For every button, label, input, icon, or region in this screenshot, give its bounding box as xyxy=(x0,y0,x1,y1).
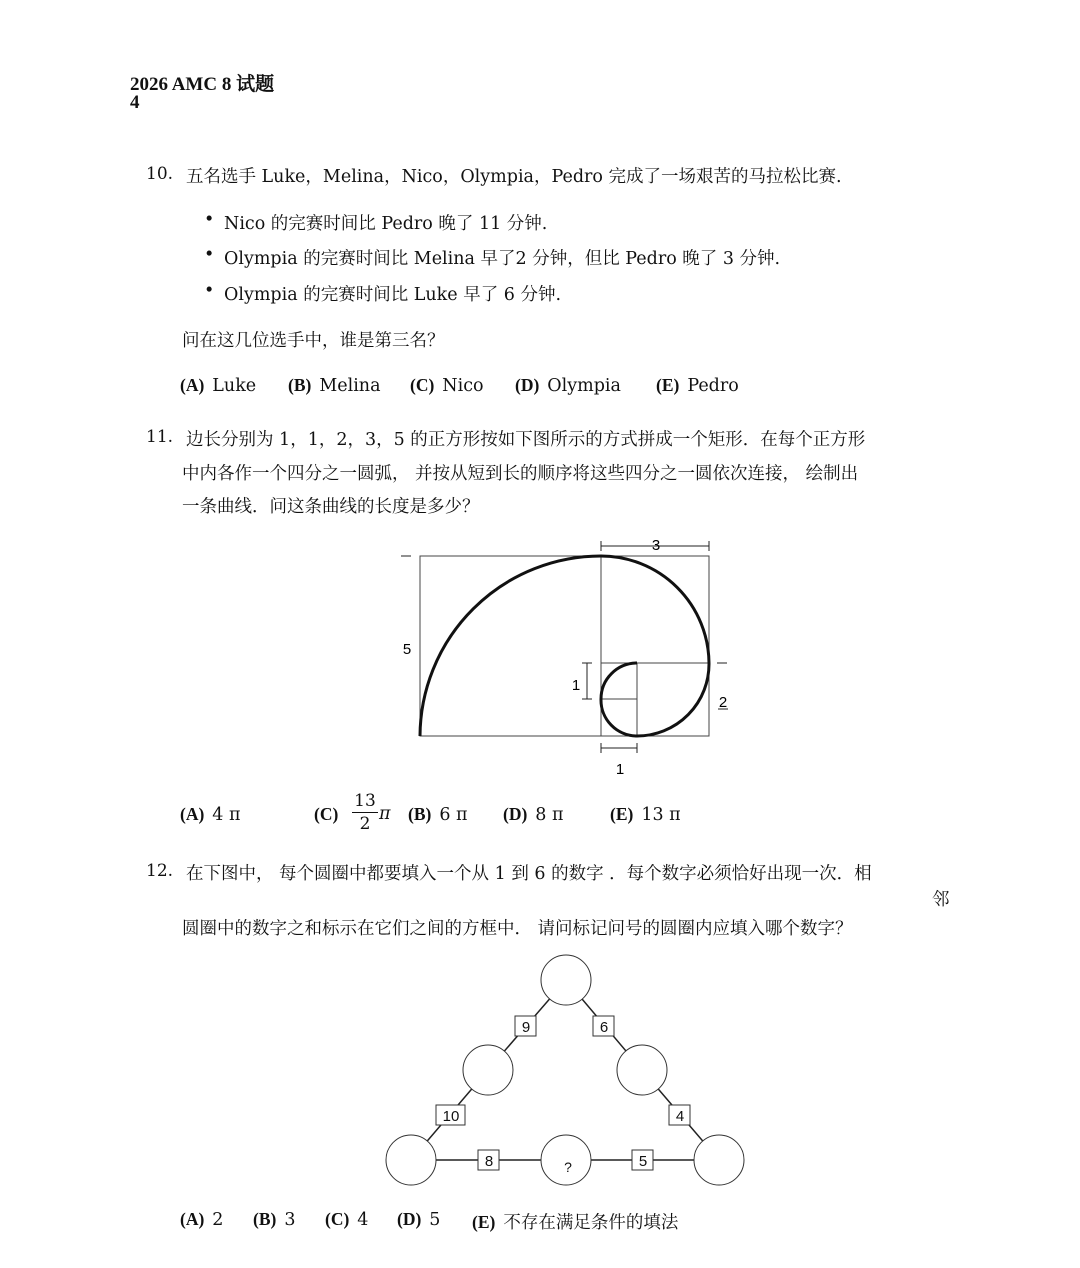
q12-option-d[interactable] xyxy=(397,1209,440,1230)
option-text: 6 π xyxy=(439,805,468,825)
box-bottom-right: 5 xyxy=(638,1153,648,1170)
label-right: 2 xyxy=(718,694,728,711)
option-letter: (A) xyxy=(180,804,205,824)
q10-stem: 五名选手 Luke，Melina，Nico，Olympia，Pedro 完成了一场艰苦的马拉松比赛. xyxy=(186,167,842,187)
option-letter: (C) xyxy=(325,1209,350,1229)
option-text: Pedro xyxy=(687,376,739,396)
q12-line-1: 在下图中， 每个圆圈中都要填入一个从 1 到 6 的数字 ．每个数字必须恰好出现一次．相 xyxy=(186,864,872,884)
option-text: 5 xyxy=(429,1210,441,1230)
option-letter: (C) xyxy=(410,375,435,395)
option-text: Olympia xyxy=(547,376,621,396)
label-left: 5 xyxy=(402,641,412,658)
option-text: Luke xyxy=(212,376,257,396)
option-text: 3 xyxy=(284,1210,296,1230)
q12-number: 12. xyxy=(146,861,174,881)
label-bottom: 1 xyxy=(615,761,625,778)
box-bottom-left: 8 xyxy=(484,1153,494,1170)
option-text: Nico xyxy=(442,376,484,396)
fraction-bar xyxy=(352,812,378,813)
option-letter: (D) xyxy=(515,375,540,395)
option-text: 8 π xyxy=(535,805,564,825)
q10-bullet-3: • Olympia 的完赛时间比 Luke 早了 6 分钟. xyxy=(224,281,561,306)
q10-bullet-1: • Nico 的完赛时间比 Pedro 晚了 11 分钟. xyxy=(224,210,547,235)
square-grid xyxy=(420,556,709,736)
q10-number: 10. xyxy=(146,164,174,184)
fraction-numerator: 13 xyxy=(354,791,376,811)
circle-top[interactable] xyxy=(541,955,591,1005)
q12-option-b[interactable] xyxy=(253,1209,295,1230)
q10-question: 问在这几位选手中，谁是第三名？ xyxy=(182,331,445,351)
q12-option-e[interactable] xyxy=(472,1209,678,1234)
option-letter: (E) xyxy=(656,375,680,395)
option-text: 13 π xyxy=(641,805,681,825)
box-top-left: 9 xyxy=(521,1019,531,1036)
label-top: 3 xyxy=(651,537,661,554)
option-letter: (E) xyxy=(610,804,634,824)
fraction-13-over-2 xyxy=(352,791,378,834)
circle-right-mid[interactable] xyxy=(617,1045,667,1095)
q10-option-b[interactable] xyxy=(288,375,381,396)
q10-option-c[interactable] xyxy=(410,375,484,396)
option-letter: (B) xyxy=(253,1209,277,1229)
q11-option-b[interactable] xyxy=(408,804,468,825)
header-title: 2026 AMC 8 试题 xyxy=(130,74,275,95)
q11-line-1: 边长分别为 1，1，2，3，5 的正方形按如下图所示的方式拼成一个矩形．在每个正方形 xyxy=(186,430,866,450)
option-letter: (D) xyxy=(503,804,528,824)
q10-option-e[interactable] xyxy=(656,375,739,396)
label-mid: 1 xyxy=(571,677,581,694)
q11-option-c[interactable] xyxy=(314,804,346,825)
option-letter: (C) xyxy=(314,804,339,824)
option-text: 4 π xyxy=(212,805,241,825)
circle-left-mid[interactable] xyxy=(463,1045,513,1095)
circles xyxy=(386,955,744,1185)
page-header xyxy=(130,76,274,112)
pi-symbol: π xyxy=(379,804,391,824)
option-letter: (B) xyxy=(408,804,432,824)
circle-bottom-right[interactable] xyxy=(694,1135,744,1185)
page-number: 4 xyxy=(130,92,140,113)
q11-line-2: 中内各作一个四分之一圆弧， 并按从短到长的顺序将这些四分之一圆依次连接， 绘制出 xyxy=(182,464,859,484)
q12-option-a[interactable] xyxy=(180,1209,223,1230)
q11-line-3: 一条曲线．问这条曲线的长度是多少？ xyxy=(182,497,480,517)
box-left: 10 xyxy=(442,1108,460,1125)
q12-line-1-wrap: 邻 xyxy=(932,890,950,910)
q11-option-a[interactable] xyxy=(180,804,241,825)
q12-option-c[interactable] xyxy=(325,1209,368,1230)
option-text: 2 xyxy=(212,1210,224,1230)
option-text: Melina xyxy=(319,376,381,396)
spiral-figure xyxy=(390,530,740,780)
option-letter: (D) xyxy=(397,1209,422,1229)
box-top-right: 6 xyxy=(599,1019,609,1036)
q11-number: 11. xyxy=(146,427,174,447)
option-letter: (A) xyxy=(180,1209,205,1229)
q11-option-d[interactable] xyxy=(503,804,564,825)
option-text: 不存在满足条件的填法 xyxy=(503,1213,679,1233)
option-letter: (A) xyxy=(180,375,205,395)
q10-option-a[interactable] xyxy=(180,375,256,396)
unknown-mark: ? xyxy=(564,1159,572,1175)
option-letter: (E) xyxy=(472,1212,496,1232)
fraction-denominator: 2 xyxy=(359,814,371,834)
q10-bullet-2: • Olympia 的完赛时间比 Melina 早了2 分钟，但比 Pedro 晚了 3 分钟. xyxy=(224,245,780,270)
triangle-circle-figure xyxy=(380,950,750,1190)
option-letter: (B) xyxy=(288,375,312,395)
connector-lines xyxy=(411,980,719,1160)
q12-line-2: 圆圈中的数字之和标示在它们之间的方框中． 请问标记问号的圆圈内应填入哪个数字？ xyxy=(182,919,853,939)
q11-option-e[interactable] xyxy=(610,804,681,825)
q10-option-d[interactable] xyxy=(515,375,621,396)
option-text: 4 xyxy=(357,1210,369,1230)
spiral-curve xyxy=(420,556,709,736)
circle-bottom-left[interactable] xyxy=(386,1135,436,1185)
box-right: 4 xyxy=(675,1108,685,1125)
